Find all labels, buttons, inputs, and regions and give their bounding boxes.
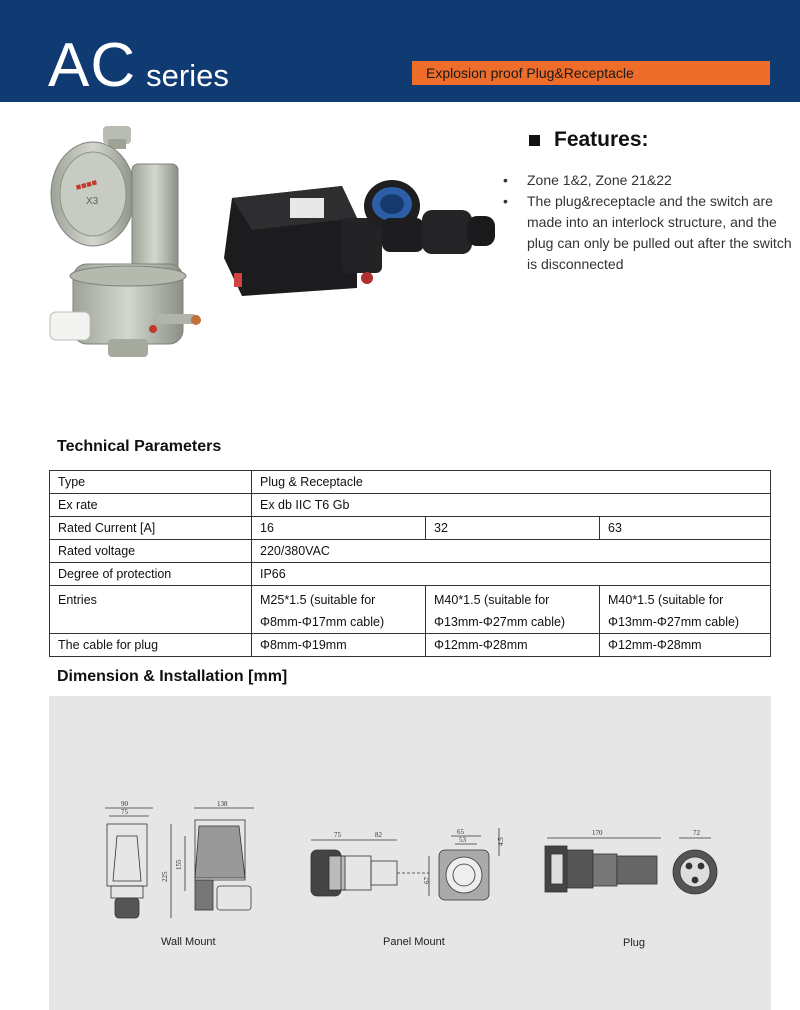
row-value: Φ8mm-Φ19mm <box>252 634 426 657</box>
row-value <box>252 586 426 634</box>
dim-label: 138 <box>217 800 228 808</box>
dim-label: 90 <box>121 800 128 808</box>
feature-item: • Zone 1&2, Zone 21&22 <box>503 170 793 191</box>
bullet-square-icon <box>529 135 540 146</box>
dim-label: 72 <box>693 829 700 837</box>
table-row <box>50 517 771 540</box>
series-title <box>48 30 229 101</box>
dim-label: 155 <box>175 859 183 870</box>
dim-label: 75 <box>334 831 341 839</box>
row-label: The cable for plug <box>50 634 252 657</box>
features-section <box>503 128 793 275</box>
dim-label: 4.5 <box>497 837 505 846</box>
plug-side-drawing <box>545 838 661 892</box>
series-word: series <box>146 58 229 93</box>
entry-line: Φ13mm-Φ27mm cable) <box>434 615 566 629</box>
svg-text:X3: X3 <box>86 196 99 207</box>
row-value: Ex db IIC T6 Gb <box>252 494 771 517</box>
features-list <box>503 170 793 275</box>
row-value: 63 <box>600 517 771 540</box>
dim-label: 65 <box>457 828 464 836</box>
entry-line: Φ8mm-Φ17mm cable) <box>260 615 385 629</box>
dimension-title: Dimension & Installation [mm] <box>57 668 288 685</box>
table-row <box>50 586 771 634</box>
dim-label: 67 <box>423 877 431 884</box>
row-value: Φ12mm-Φ28mm <box>600 634 771 657</box>
row-value: 16 <box>252 517 426 540</box>
feature-item: • The plug&receptacle and the switch are made into an interlock structure, and the plug can only be pulled out after the switch is disconnected <box>503 191 793 275</box>
row-label: Rated Current [A] <box>50 517 252 540</box>
row-label: Rated voltage <box>50 540 252 563</box>
panel-mount-side-drawing <box>311 840 429 896</box>
receptacle-photo <box>48 124 208 364</box>
table-row <box>50 540 771 563</box>
dimension-panel <box>49 696 771 1010</box>
header-banner <box>0 0 800 102</box>
table-row <box>50 563 771 586</box>
row-value: Φ12mm-Φ28mm <box>426 634 600 657</box>
dim-label: 53 <box>459 836 466 844</box>
features-title: Features: <box>554 128 649 151</box>
entry-line: Φ13mm-Φ27mm cable) <box>608 615 740 629</box>
dim-label: 75 <box>121 808 128 816</box>
row-value: 32 <box>426 517 600 540</box>
dim-label: 225 <box>161 871 169 882</box>
product-subtitle: Explosion proof Plug&Receptacle <box>412 61 770 85</box>
row-label: Type <box>50 471 252 494</box>
entry-line: M25*1.5 (suitable for <box>260 593 376 607</box>
row-value <box>600 586 771 634</box>
dim-label: 82 <box>375 831 382 839</box>
series-name: AC <box>48 31 137 100</box>
tech-params-title: Technical Parameters <box>57 438 222 455</box>
row-value <box>426 586 600 634</box>
tech-params-table <box>49 470 771 657</box>
entry-line: M40*1.5 (suitable for <box>608 593 724 607</box>
table-row <box>50 494 771 517</box>
entry-line: M40*1.5 (suitable for <box>434 593 550 607</box>
row-label: Entries <box>50 586 252 634</box>
dim-label: 170 <box>592 829 603 837</box>
row-value: IP66 <box>252 563 771 586</box>
plug-caption: Plug <box>623 937 646 949</box>
row-label: Degree of protection <box>50 563 252 586</box>
row-label: Ex rate <box>50 494 252 517</box>
row-value: Plug & Receptacle <box>252 471 771 494</box>
row-value: 220/380VAC <box>252 540 771 563</box>
wall-mount-front-drawing <box>105 808 153 918</box>
plug-receptacle-photo <box>222 178 497 303</box>
svg-text:■■■■: ■■■■ <box>74 177 99 193</box>
table-row <box>50 471 771 494</box>
panel-mount-caption: Panel Mount <box>383 936 445 948</box>
features-heading <box>503 128 793 152</box>
wall-mount-side-drawing <box>171 808 254 918</box>
plug-front-drawing <box>673 838 717 894</box>
table-row <box>50 634 771 657</box>
dimension-drawings <box>49 696 771 1010</box>
wall-mount-caption: Wall Mount <box>161 936 216 948</box>
